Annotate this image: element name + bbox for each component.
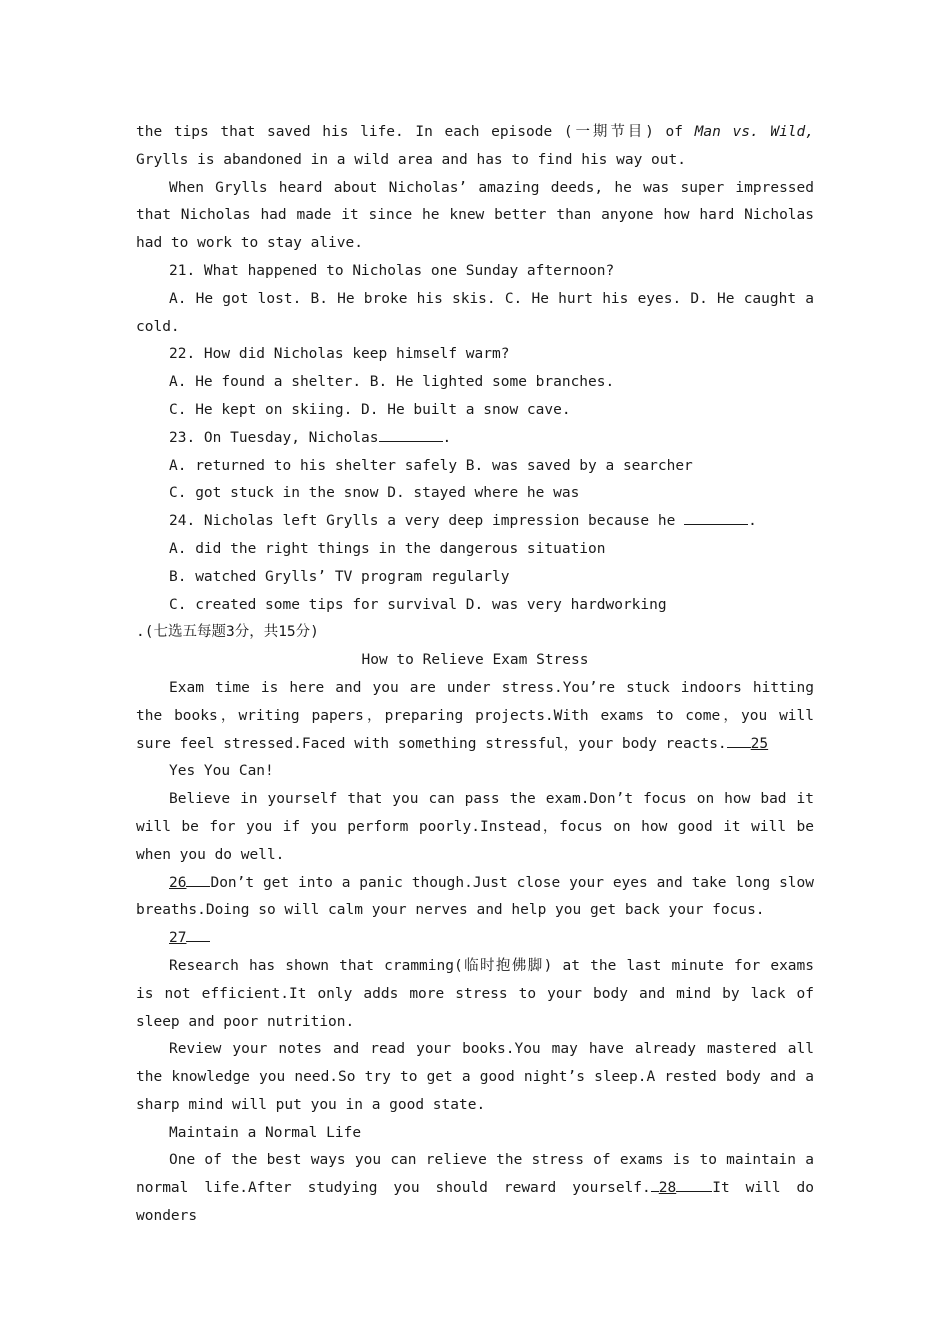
article-paragraph bbox=[136, 675, 814, 758]
question-text: 24. Nicholas left Grylls a very deep impression because he bbox=[169, 513, 685, 530]
article-paragraph: Believe in yourself that you can pass the exam.Don’t focus on how bad it will be for you if you perform poorly.Instead，focus on how good it will be when you do well. bbox=[136, 791, 814, 863]
article-heading: Maintain a Normal Life bbox=[169, 1124, 362, 1141]
article-title: How to Relieve Exam Stress bbox=[361, 652, 589, 669]
question-24-stem bbox=[136, 508, 814, 536]
answer-blank bbox=[186, 925, 210, 942]
article-paragraph bbox=[136, 870, 814, 926]
question-22-options-1: A. He found a shelter. B. He lighted some branches. bbox=[169, 374, 615, 391]
passage-text: the tips that saved his life. In each episode (一期节目) of bbox=[136, 124, 695, 140]
article-paragraph: Review your notes and read your books.You may have already mastered all the knowledge you need.So try to get a good night’s sleep.A rested body and a sharp mind will put you in a good state. bbox=[136, 1041, 814, 1113]
passage-paragraph bbox=[136, 119, 814, 175]
article-text: It will do wonders bbox=[136, 1180, 814, 1225]
passage-paragraph: When Grylls heard about Nicholas’ amazing deeds, he was super impressed that Nicholas had made it since he knew better than anyone how hard Nicholas had to work to stay alive. bbox=[136, 179, 814, 252]
blank-number: 27 bbox=[169, 930, 187, 947]
question-24-options-1: A. did the right things in the dangerous situation bbox=[169, 540, 606, 557]
answer-blank bbox=[651, 1175, 659, 1192]
show-title: Man vs. Wild, bbox=[694, 124, 814, 140]
question-22-options-2: C. He kept on skiing. D. He built a snow cave. bbox=[169, 401, 571, 418]
article-text: Don’t get into a panic though.Just close your eyes and take long slow breaths.Doing so will calm your nerves and help you get back your focus. bbox=[136, 874, 814, 919]
question-21-options: A. He got lost. B. He broke his skis. C. He hurt his eyes. D. He caught a cold. bbox=[136, 290, 814, 335]
question-23-options-2: C. got stuck in the snow D. stayed where he was bbox=[169, 485, 580, 502]
article-text: Exam time is here and you are under stress.You’re stuck indoors hitting the books，writing papers，preparing projects.With exams to come，you will sure feel stressed.Faced with something stressful，your body reacts. bbox=[136, 679, 814, 752]
article-text: One of the best ways you can relieve the stress of exams is to maintain a normal life.After studying you should reward yourself. bbox=[136, 1152, 814, 1197]
blank-number: 28 bbox=[658, 1180, 677, 1197]
question-24-options-3: C. created some tips for survival D. was very hardworking bbox=[169, 596, 667, 613]
question-21-stem: 21. What happened to Nicholas one Sunday afternoon? bbox=[169, 262, 615, 279]
question-24-options-2: B. watched Grylls’ TV program regularly bbox=[169, 568, 510, 585]
article-heading: Yes You Can! bbox=[169, 763, 274, 780]
answer-blank bbox=[684, 508, 748, 525]
blank-number: 26 bbox=[169, 874, 187, 891]
answer-blank bbox=[379, 425, 443, 442]
passage-text: Grylls is abandoned in a wild area and has to find his way out. bbox=[136, 151, 686, 168]
question-23-options-1: A. returned to his shelter safely B. was saved by a searcher bbox=[169, 457, 693, 474]
question-22-stem: 22. How did Nicholas keep himself warm? bbox=[169, 346, 510, 363]
article-paragraph bbox=[136, 1147, 814, 1230]
question-text: 23. On Tuesday, Nicholas bbox=[169, 429, 379, 446]
article-paragraph: Research has shown that cramming(临时抱佛脚) at the last minute for exams is not efficient.It only adds more stress to your body and mind by lack of sleep and poor nutrition. bbox=[136, 957, 814, 1030]
page-content bbox=[136, 119, 814, 1231]
section-header: .(七选五每题3分，共15分) bbox=[136, 624, 319, 641]
question-text: . bbox=[748, 513, 757, 530]
answer-blank bbox=[186, 870, 210, 887]
article-blank-line bbox=[136, 925, 814, 953]
question-23-stem bbox=[136, 425, 814, 453]
question-text: . bbox=[442, 429, 452, 446]
answer-blank bbox=[676, 1175, 712, 1192]
blank-number: 25 bbox=[750, 735, 769, 752]
answer-blank bbox=[727, 731, 751, 748]
